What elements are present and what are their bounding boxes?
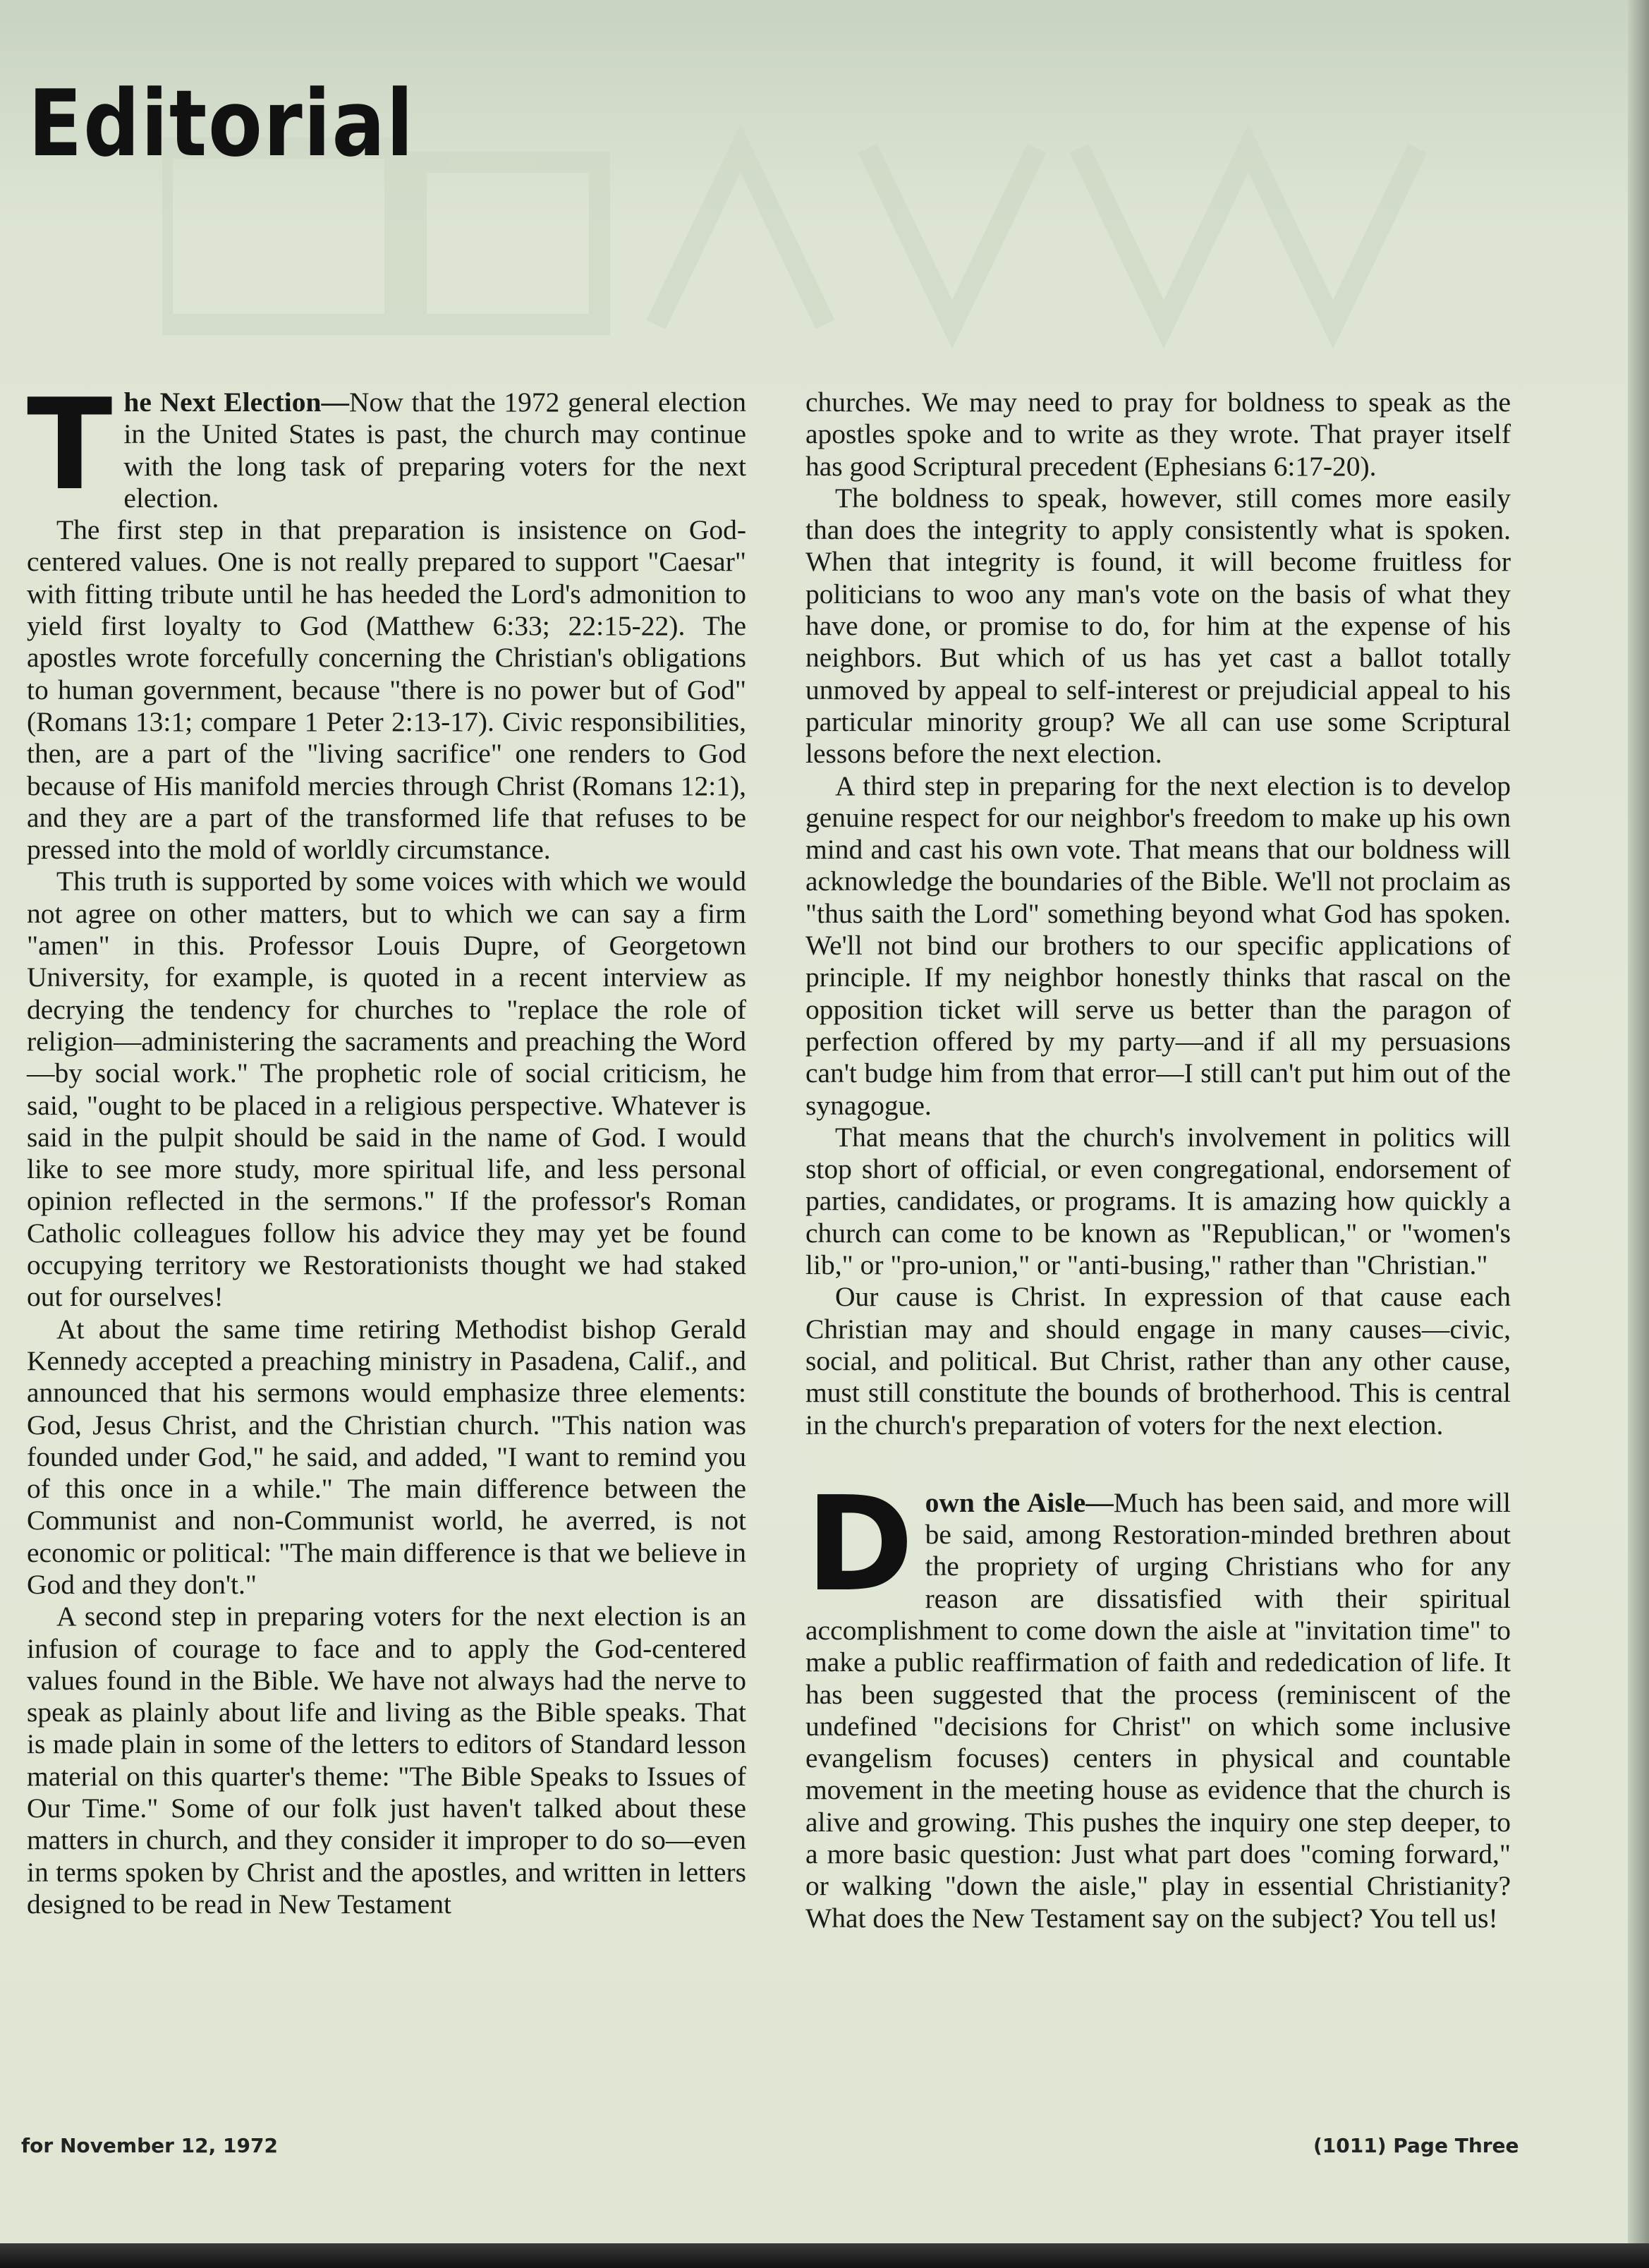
article1-paragraph-6: The boldness to speak, however, still comes more easily than does the integrity to apply consistently what is spoken. When that integrity is found, it will become fruitless for politicians to woo any man's vote on the basis of what they have done, or promise to do, for him at the expense of his neighbors. But which of us has yet cast a ballot totally unmoved by appeal to self-interest or prejudicial appeal to his particular minority group? We all can use some Scriptural lessons before the next election. — [805, 482, 1511, 770]
page-edge-shadow — [1628, 0, 1649, 2243]
article1-paragraph-9: Our cause is Christ. In expression of that cause each Christian may and should engage in many causes—civic, social, and political. But Christ, rather than any other cause, must still constitute the bounds of brotherhood. This is central in the church's preparation of voters for the next election. — [805, 1281, 1511, 1441]
article1-paragraph-7: A third step in preparing for the next election is to develop genuine respect for our neighbor's freedom to make up his own mind and cast his own vote. That means that our boldness will acknowledge the boundaries of the Bible. We'll not proclaim as "thus saith the Lord" something beyond what God has spoken. We'll not bind our brothers to our specific applications of principle. If my neighbor honestly thinks that rascal on the opposition ticket will serve us better than the paragon of perfection offered by my party—and if all my persuasions can't budge him from that error—I still can't put him out of the synagogue. — [805, 770, 1511, 1121]
article1-paragraph-5: A second step in preparing voters for the next election is an infusion of courage to face and to apply the God-centered values found in the Bible. We have not always had the nerve to speak as plainly about life and living as the Bible speaks. That is made plain in some of the letters to editors of Standard lesson material on this quarter's theme: "The Bible Speaks to Issues of Our Time." Some of our folk just haven't talked about these matters in church, and they consider it improper to do so—even in terms spoken by Christ and the apostles, and written in letters designed to be read in New Testament — [27, 1601, 746, 1920]
article1-paragraph-3: This truth is supported by some voices with which we would not agree on other matters, but to which we can say a firm "amen" in this. Professor Louis Dupre, of Georgetown University, for example, is quoted in a recent interview as decrying the tendency for churches to "replace the role of religion—administering the sacraments and preaching the Word—by social work." The prophetic role of social criticism, he said, "ought to be placed in a religious perspective. Whatever is said in the pulpit should be said in the name of God. I would like to see more study, more spiritual life, and less personal opinion reflected in the sermons." If the professor's Roman Catholic colleagues follow his advice they may yet be found occupying territory we Restorationists thought we had staked out for ourselves! — [27, 866, 746, 1313]
article1-paragraph-5-continued: churches. We may need to pray for boldness to speak as the apostles spoke and to write as they wrote. That prayer itself has good Scriptural precedent (Ephesians 6:17-20). — [805, 387, 1511, 482]
left-column — [27, 372, 746, 1920]
article1-lead-paragraph — [27, 372, 746, 518]
page-bottom-edge — [0, 2243, 1649, 2268]
article2-headline: own the Aisle— — [925, 1486, 1114, 1518]
footer-page-number: (1011) Page Three — [1313, 2134, 1519, 2157]
right-column — [805, 387, 1511, 1934]
article1-paragraph-8: That means that the church's involvement in politics will stop short of official, or even congregational, endorsement of parties, candidates, or programs. It is amazing how quickly a church can come to be known as "Republican," or "women's lib," or "pro-union," or "anti-busing," rather than "Christian." — [805, 1121, 1511, 1281]
dropcap-t: T — [27, 372, 113, 518]
article2-text: Much has been said, and more will be said, among Restoration-minded brethren about the propriety of urging Christians who for any reason are dissatisfied with their spiritual accomplishment to come down the aisle at "invitation time" to make a public reaffirmation of faith and rededication of life. It has been suggested that the process (reminiscent of the undefined "decisions for Christ" on which some inclusive evangelism focuses) centers in physical and countable movement in the meeting house as evidence that the church is alive and growing. This pushes the inquiry one step deeper, to a more basic question: Just what part does "coming forward," or walking "down the aisle," play in essential Christianity? What does the New Testament say on the subject? You tell us! — [805, 1486, 1511, 1934]
masthead-title: Editorial — [28, 70, 415, 177]
article1-p1-text: Now that the 1972 general election in the United States is past, the church may continue with the long task of preparing voters for the next election. — [123, 387, 746, 514]
article1-headline: he Next Election— — [123, 387, 349, 418]
article1-paragraph-4: At about the same time retiring Methodist bishop Gerald Kennedy accepted a preaching ministry in Pasadena, Calif., and announced that his sermons would emphasize three elements: God, Jesus Christ, and the Christian church. "This nation was founded under God," he said, and added, "I want to remind you of this once in a while." The main difference between the Communist and non-Communist world, he averred, is not economic or political: "The main difference is that we believe in God and they don't." — [27, 1313, 746, 1600]
footer-date: for November 12, 1972 — [21, 2134, 278, 2157]
article1-paragraph-2: The first step in that preparation is insistence on God-centered values. One is not really prepared to support "Caesar" with fitting tribute until he has heeded the Lord's admonition to yield first loyalty to God (Matthew 6:33; 22:15-22). The apostles wrote forcefully concerning the Christian's obligations to human government, because "there is no power but of God" (Romans 13:1; compare 1 Peter 2:13-17). Civic responsibilities, then, are a part of the "living sacrifice" one renders to God because of His manifold mercies through Christ (Romans 12:1), and they are a part of the transformed life that refuses to be pressed into the mold of worldly circumstance. — [27, 514, 746, 866]
article2-paragraph — [805, 1467, 1511, 1934]
dropcap-d: D — [805, 1467, 914, 1620]
